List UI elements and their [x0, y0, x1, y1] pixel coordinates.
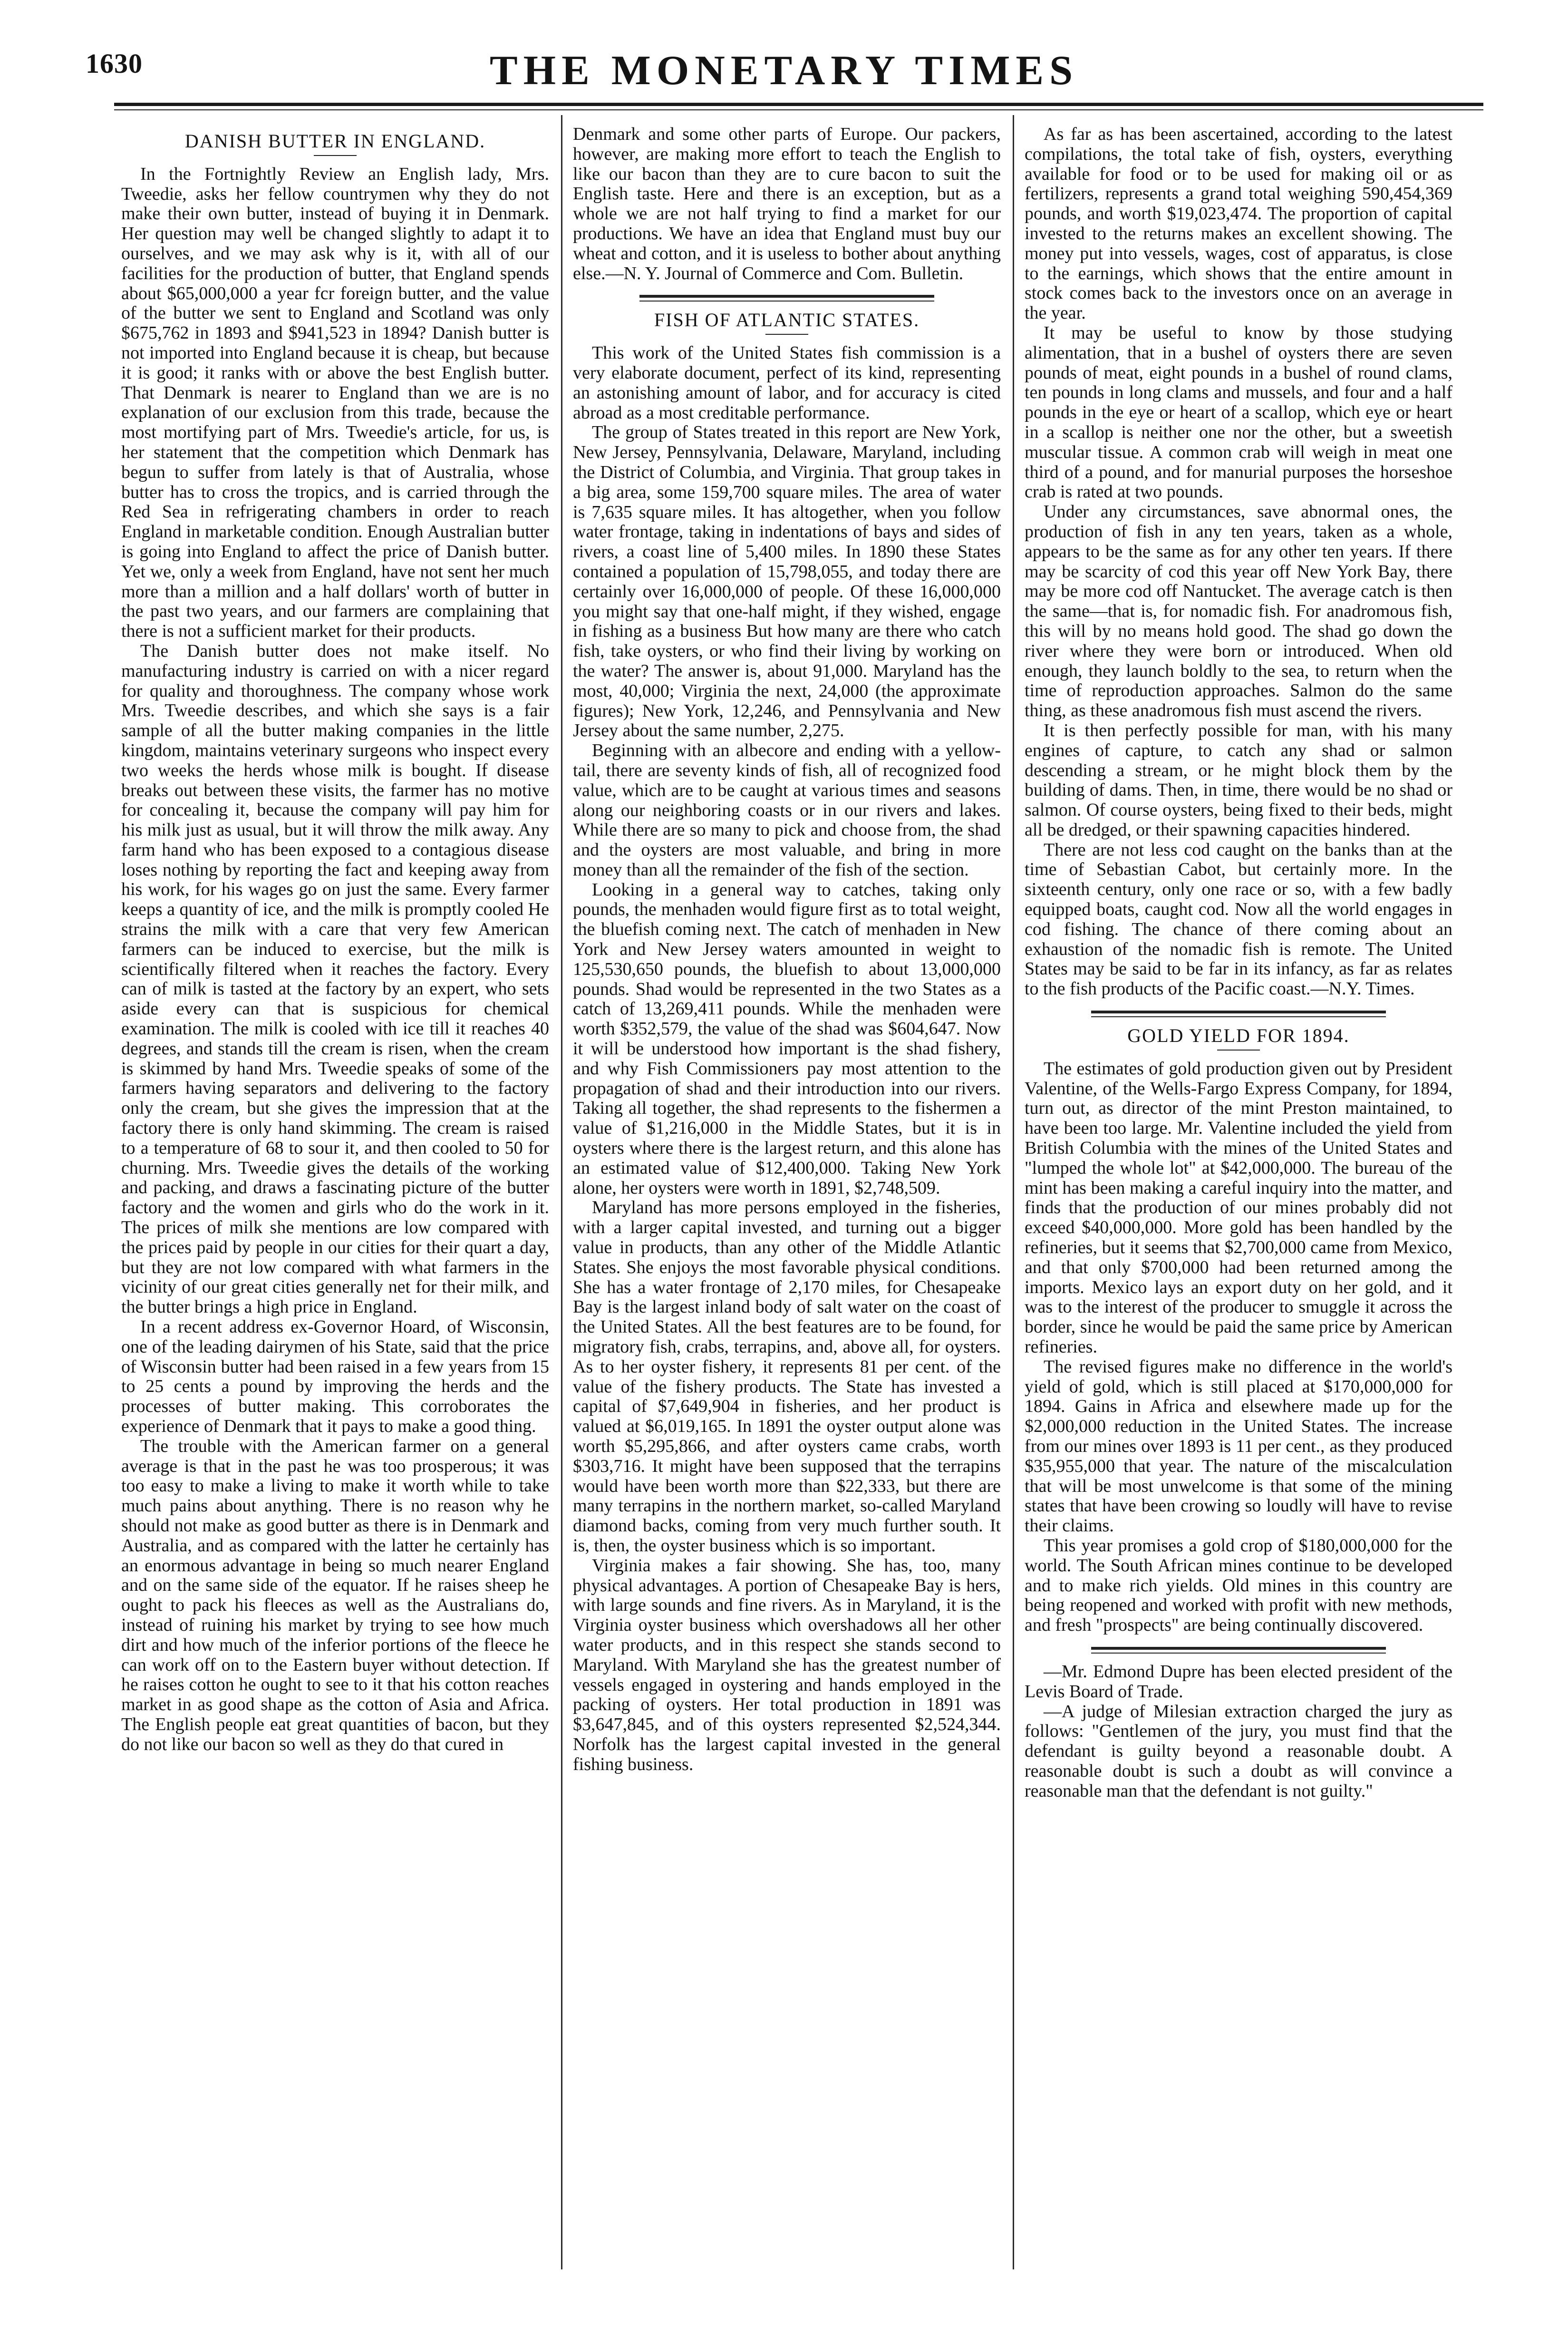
article-paragraph: The revised figures make no difference in the world's yield of gold, which is still placed at $170,000,000 for 1894. Gains in Africa and elsewhere made up for the $2,000,000 reduction in the United States. The increase from our mines over 1893 is 11 per cent., as they produced $35,955,000 that year. The nature of the miscalculation that will be most unwelcome is that some of the mining states that have been crowing so loudly will have to revise their claims.	[1025, 1356, 1452, 1536]
article-paragraph: Under any circumstances, save abnormal ones, the production of fish in any ten years, taken as a whole, appears to be the same as for any other ten years. If there may be scarcity of cod this year off New York Bay, there may be more cod off Nantucket. The average catch is then the same—that is, for nomadic fish. For anadromous fish, this will by no means hold good. The shad go down the river where they were born or introduced. When old enough, they launch boldly to the sea, to return when the time of reproduction approaches. Salmon do the same thing, as these anadromous fish must ascend the rivers.	[1025, 502, 1452, 721]
article-paragraph: There are not less cod caught on the banks than at the time of Sebastian Cabot, but certainly more. In the sixteenth century, only one race or so, with a few badly equipped boats, caught cod. Now all the world engages in cod fishing. The chance of there coming about an exhaustion of the nomadic fish is remote. The United States may be said to be far in its infancy, as far as relates to the fish products of the Pacific coast.—N.Y. Times.	[1025, 839, 1452, 999]
masthead-rule-thin	[114, 109, 1483, 110]
article-paragraph: It is then perfectly possible for man, with his many engines of capture, to catch any shad or salmon descending a stream, or he might block them by the building of dams. Then, in time, there would be no shad or salmon. Of course oysters, being fixed to their beds, might all be dredged, or their spawning capacities hindered.	[1025, 720, 1452, 840]
article-paragraph: The estimates of gold production given out by President Valentine, of the Wells-Fargo Express Company, for 1894, turn out, as director of the mint Preston maintained, to have been too large. Mr. Valentine included the yield from British Columbia with the mines of the United States and "lumped the whole lot" at $42,000,000. The bureau of the mint has been making a careful inquiry into the matter, and finds that the production of our mines probably did not exceed $40,000,000. More gold has been handled by the refineries, but it seems that $2,700,000 came from Mexico, and that only $700,000 had been returned among the imports. Mexico lays an export duty on her gold, and it was to the interest of the producer to smuggle it across the border, since he would be paid the same price by American refineries.	[1025, 1058, 1452, 1357]
article-paragraph: The Danish butter does not make itself. No manufacturing industry is carried on with a nicer regard for quality and thoroughness. The company whose work Mrs. Tweedie describes, and which she says is a fair sample of all the butter making companies in the little kingdom, maintains veterinary surgeons who inspect every two weeks the herds whose milk is bought. If disease breaks out between these visits, the farmer has no motive for concealing it, because the company will pay him for his milk just as usual, but it will throw the milk away. Any farm hand who has been exposed to a contagious disease loses nothing by reporting the fact and keeping away from his work, for his wages go on just the same. Every farmer keeps a quantity of ice, and the milk is promptly cooled He strains the milk with a care that very few American farmers can be induced to exercise, but the milk is scientifically filtered when it reaches the factory. Every can of milk is tasted at the factory by an expert, who sets aside every can that is suspicious for chemical examination. The milk is cooled with ice till it reaches 40 degrees, and stands till the cream is risen, when the cream is skimmed by hand Mrs. Tweedie speaks of some of the farmers having separators and delivering to the factory only the cream, but she gives the impression that at the factory there is only hand skimming. The cream is raised to a temperature of 68 to sour it, and then cooled to 50 for churning. Mrs. Tweedie gives the details of the working and packing, and draws a fascinating picture of the butter factory and the women and girls who do the work in it. The prices of milk she mentions are low compared with the prices paid by people in our cities for their quart a day, but they are not low compared with what farmers in the vicinity of our great cities generally net for their milk, and the butter brings a high price in England.	[121, 641, 549, 1317]
article-paragraph: Beginning with an albecore and ending with a yellow-tail, there are seventy kinds of fish, all of recognized food value, which are to be caught at various times and seasons along our neighboring coasts or in our rivers and lakes. While there are so many to pick and choose from, the shad and the oysters are most valuable, and bring in more money than all the remainder of the fish of the section.	[573, 740, 1001, 880]
article-paragraph: In a recent address ex-Governor Hoard, of Wisconsin, one of the leading dairymen of his State, said that the price of Wisconsin butter had been raised in a few years from 15 to 25 cents a pound by improving the herds and the processes of butter making. This corroborates the experience of Denmark that it pays to make a good thing.	[121, 1317, 549, 1436]
column-3	[1025, 125, 1452, 1801]
headline-rule	[1217, 1050, 1260, 1051]
article-paragraph: Virginia makes a fair showing. She has, too, many physical advantages. A portion of Chesapeake Bay is hers, with large sounds and fine rivers. As in Maryland, it is the Virginia oyster business which overshadows all her other water products, and in this respect she stands second to Maryland. With Maryland she has the greatest number of vessels engaged in oystering and hands employed in the packing of oysters. Her total production in 1891 was $3,647,845, and of this oysters represented $2,524,344. Norfolk has the largest capital invested in the general fishing business.	[573, 1555, 1001, 1774]
note-paragraph: —A judge of Milesian extraction charged the jury as follows: "Gentlemen of the jury, you must find that the defendant is guilty beyond a reasonable doubt. A reasonable doubt is such a doubt as will convince a reasonable man that the defendant is not guilty."	[1025, 1701, 1452, 1801]
note-paragraph: —Mr. Edmond Dupre has been elected president of the Levis Board of Trade.	[1025, 1661, 1452, 1702]
article-paragraph: Maryland has more persons employed in the fisheries, with a larger capital invested, and turning out a bigger value in products, than any other of the Middle Atlantic States. She enjoys the most favorable physical conditions. She has a water frontage of 2,170 miles, for Chesapeake Bay is the largest inland body of salt water on the coast of the United States. All the best features are to be found, for migratory fish, crabs, terrapins, and, above all, for oysters. As to her oyster fishery, it represents 81 per cent. of the value of the fishery products. The State has invested a capital of $7,649,904 in fisheries, and her product is valued at $6,019,165. In 1891 the oyster output alone was worth $5,295,866, and after oysters came crabs, worth $303,716. It might have been supposed that the terrapins would have been worth more than $22,333, but there are many terrapins in the northern market, so-called Maryland diamond backs, coming from very much further south. It is, then, the oyster business which is so important.	[573, 1197, 1001, 1556]
column-divider	[561, 115, 562, 2269]
headline-rule	[314, 155, 357, 156]
article-paragraph: This work of the United States fish commission is a very elaborate document, perfect of its kind, representing an astonishing amount of labor, and for accuracy is cited abroad as a most creditable performance.	[573, 343, 1001, 423]
section-separator	[639, 295, 934, 302]
article-paragraph: The group of States treated in this report are New York, New Jersey, Pennsylvania, Delaware, Maryland, including the District of Columbia, and Virginia. That group takes in a big area, some 159,700 square miles. The area of water is 7,635 square miles. It has altogether, when you follow water frontage, taking in indentations of bays and sides of rivers, a coast line of 5,400 miles. In 1890 these States contained a population of 15,798,055, and today there are certainly over 16,000,000 of people. Of these 16,000,000 you might say that one-half might, if they wished, engage in fishing as a business But how many are there who catch fish, take oysters, or who find their living by working on the water? The answer is, about 91,000. Maryland has the most, 40,000; Virginia the next, 24,000 (the approximate figures); New York, 12,246, and Pennsylvania and New Jersey about the same number, 2,275.	[573, 422, 1001, 741]
article-headline: FISH OF ATLANTIC STATES.	[654, 309, 920, 331]
section-separator	[1091, 1647, 1386, 1654]
masthead-rule	[114, 103, 1483, 106]
article-paragraph: It may be useful to know by those studying alimentation, that in a bushel of oysters there are seven pounds of meat, eight pounds in a bushel of round clams, ten pounds in long clams and mussels, and four and a half pounds in the eye or heart of a scallop, which eye or heart in a scallop is neither one nor the other, but a sweetish muscular tissue. A common crab will weigh in meat one third of a pound, and for manurial purposes the horseshoe crab is rated at two pounds.	[1025, 322, 1452, 502]
column-2	[573, 125, 1001, 1775]
article-paragraph: This year promises a gold crop of $180,000,000 for the world. The South African mines continue to be developed and to make rich yields. Old mines in this country are being reopened and worked with profit with new methods, and fresh "prospects" are being continually discovered.	[1025, 1535, 1452, 1635]
column-divider	[1013, 115, 1014, 2269]
article-paragraph: As far as has been ascertained, according to the latest compilations, the total take of fish, oysters, everything available for food or to be used for making oil or as fertilizers, represents a grand total weighing 590,454,369 pounds, and worth $19,023,474. The proportion of capital invested to the returns makes an excellent showing. The money put into vessels, wages, cost of apparatus, is close to the earnings, which shows that the entire amount in stock comes back to the investors once on an average in the year.	[1025, 124, 1452, 323]
article-headline: DANISH BUTTER IN ENGLAND.	[184, 130, 486, 152]
headline-rule	[765, 334, 808, 335]
masthead: THE MONETARY TIMES	[489, 48, 1079, 94]
article-paragraph: Looking in a general way to catches, taking only pounds, the menhaden would figure first as to total weight, the bluefish coming next. The catch of menhaden in New York and New Jersey waters amounted in weight to 125,530,650 pounds, the bluefish to about 13,000,000 pounds. Shad would be represented in the two States as a catch of 13,269,411 pounds. While the menhaden were worth $352,579, the value of the shad was $604,647. Now it will be understood how important is the shad fishery, and why Fish Commissioners pay most attention to the propagation of shad and their introduction into our rivers. Taking all together, the shad represents to the fishermen a value of $1,216,000 in the Middle States, but it is in oysters where there is the largest return, and this alone has an estimated value of $12,400,000. Taking New York alone, her oysters were worth in 1891, $2,748,509.	[573, 879, 1001, 1198]
article-paragraph: The trouble with the American farmer on a general average is that in the past he was too prosperous; it was too easy to make a living to make it worth while to take much pains about anything. There is no reason why he should not make as good butter as there is in Denmark and Australia, and as compared with the latter he certainly has an enormous advantage in being so much nearer England and on the same side of the equator. If he raises sheep he ought to pack his fleeces as well as the Australians do, instead of ruining his market by trying to see how much dirt and how much of the inferior portions of the fleece he can work off on to the Eastern buyer without detection. If he raises cotton he ought to see to it that his cotton reaches market in as good shape as the cotton of Asia and Africa. The English people eat great quantities of bacon, but they do not like our bacon so well as they do that cured in	[121, 1436, 549, 1754]
column-1	[121, 125, 549, 1755]
article-headline: GOLD YIELD FOR 1894.	[1127, 1025, 1350, 1047]
article-paragraph: In the Fortnightly Review an English lady, Mrs. Tweedie, asks her fellow countrymen why they do not make their own butter, instead of buying it in Denmark. Her question may well be changed slightly to adapt it to ourselves, and we may ask why is it, with all of our facilities for the production of butter, that England spends about $65,000,000 a year fcr foreign butter, and the value of the butter we sent to England and Scotland was only $675,762 in 1893 and $941,523 in 1894? Danish butter is not imported into England because it is cheap, but because it is good; it ranks with or above the best English butter. That Denmark is nearer to England than we are is no explanation of our exclusion from this trade, because the most mortifying part of Mrs. Tweedie's article, for us, is her statement that the competition which Denmark has begun to suffer from lately is that of Australia, whose butter has to cross the tropics, and is carried through the Red Sea in refrigerating chambers in order to reach England in marketable condition. Enough Australian butter is going into England to affect the price of Danish butter. Yet we, only a week from England, have not sent her much more than a million and a half dollars' worth of butter in the past two years, and our farmers are complaining that there is not a sufficient market for their products.	[121, 164, 549, 642]
page-number: 1630	[86, 48, 143, 79]
article-paragraph: Denmark and some other parts of Europe. Our packers, however, are making more effort to teach the English to like our bacon than they are to cure bacon to suit the English taste. Here and there is an exception, but as a whole we are not half trying to find a market for our productions. We have an idea that England must buy our wheat and cotton, and it is useless to bother about anything else.—N. Y. Journal of Commerce and Com. Bulletin.	[573, 124, 1001, 283]
section-separator	[1091, 1011, 1386, 1017]
